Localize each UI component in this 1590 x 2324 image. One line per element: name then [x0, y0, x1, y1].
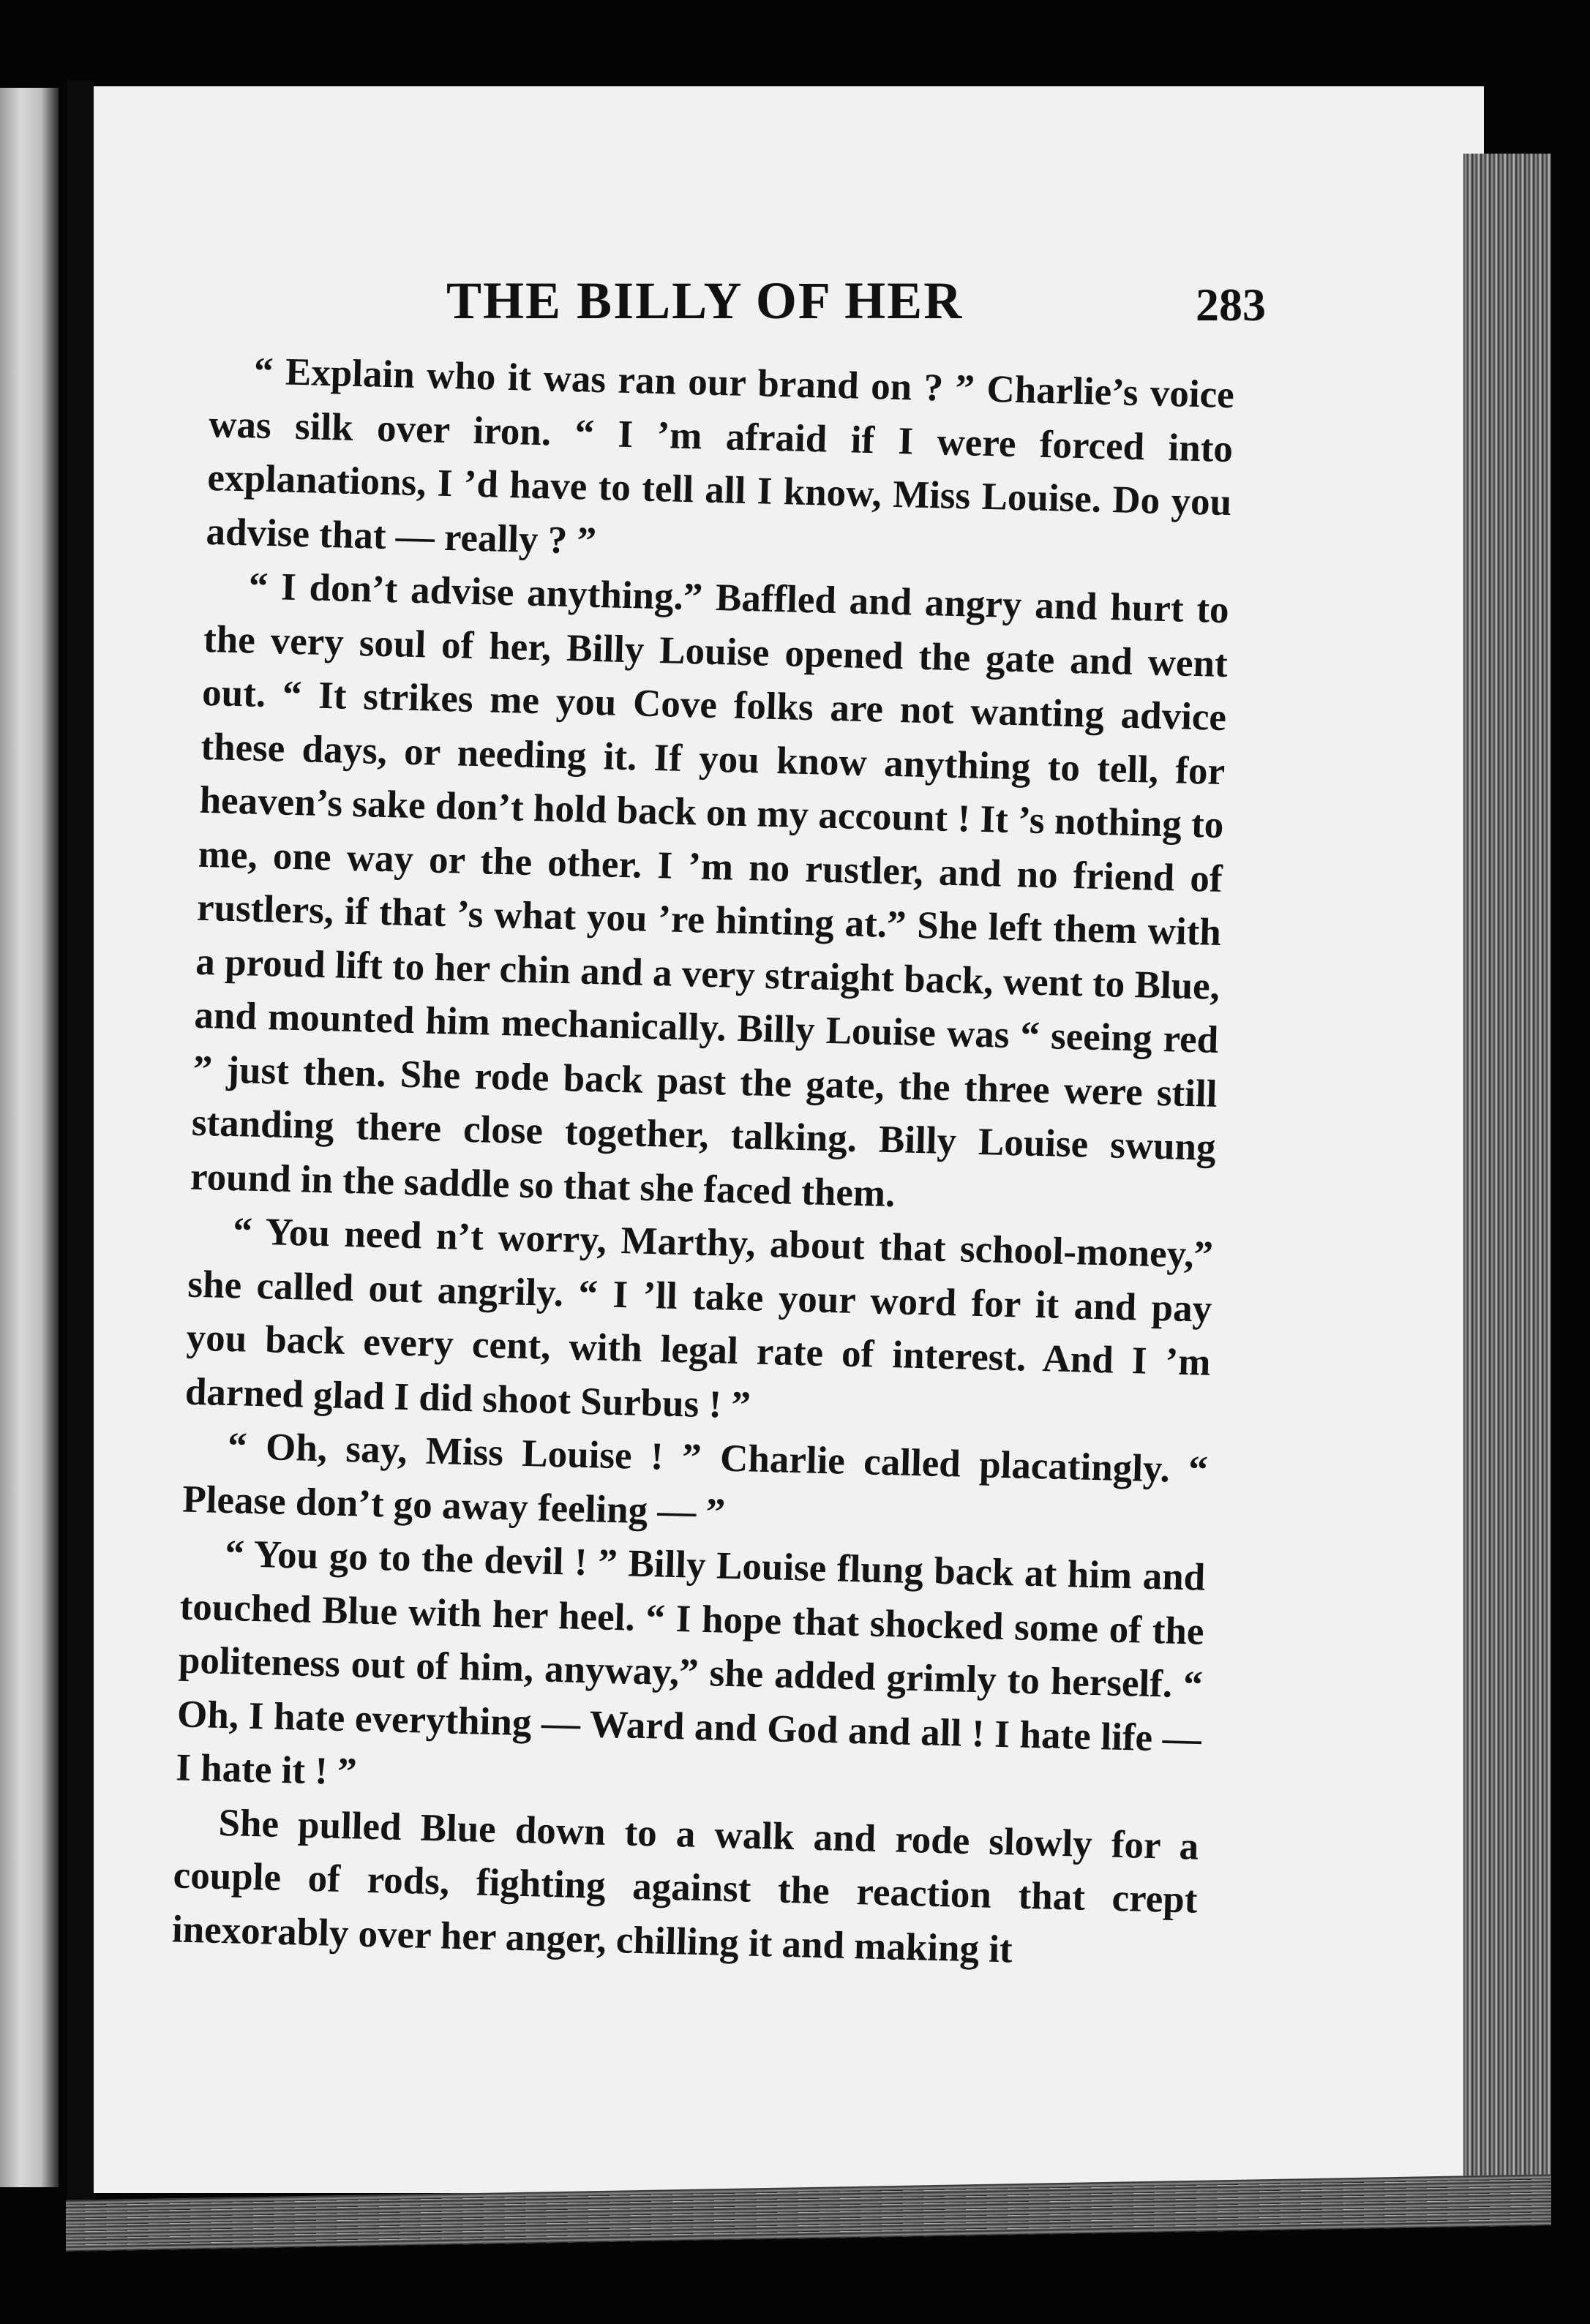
paragraph: “ You go to the devil ! ” Billy Louise flung back at him and touched Blue with her heel. “ I hope that shocked some of the politeness out of him, anyway,” she added grimly to herself. “ Oh, I hate everything — Ward and God and all ! I hate life — I hate it ! ”	[175, 1532, 1206, 1794]
page-header	[366, 271, 1266, 336]
page-stack-edge	[1463, 154, 1551, 2187]
paragraph: “ Oh, say, Miss Louise ! ” Charlie called placatingly. “ Please don’t go away feeling — ”	[181, 1425, 1209, 1534]
paragraph: She pulled Blue down to a walk and rode slowly for a couple of rods, fighting against the reaction that crept inexorably over her anger, chilling it and making it	[171, 1801, 1199, 1971]
running-title: THE BILLY OF HER	[446, 271, 964, 330]
paragraph: “ I don’t advise anything.” Baffled and angry and hurt to the very soul of her, Billy Louise opened the gate and went out. “ It strikes me you Cove folks are not wanting advice these days, or needing it. If you know anything to tell, for heaven’s sake don’t hold back on my account ! It ’s nothing to me, one way or the other. I ’m no rustler, and no friend of rustlers, if that ’s what you ’re hinting at.” She left them with a proud lift to her chin and a very straight back, went to Blue, and mounted him mechanically. Billy Louise was “ seeing red ” just then. She rode back past the gate, the three were still standing there close together, talking. Billy Louise swung round in the saddle so that she faced them.	[190, 565, 1230, 1215]
paragraph: “ Explain who it was ran our brand on ? ” Charlie’s voice was silk over iron. “ I ’m afraid if I were forced into explanations, I ’d have to tell all I know, Miss Louise. Do you advise that — really ? ”	[206, 350, 1235, 563]
facing-page-edge	[0, 88, 59, 2187]
book-gutter	[67, 80, 94, 2202]
paragraph: “ You need n’t worry, Marthy, about that school-money,” she called out angrily. “ I ’ll take your word for it and pay you back every cent, with legal rate of interest. And I ’m darned glad I did shoot Surbus ! ”	[184, 1210, 1214, 1426]
body-text	[171, 344, 1234, 1982]
page-number: 283	[1196, 279, 1266, 331]
